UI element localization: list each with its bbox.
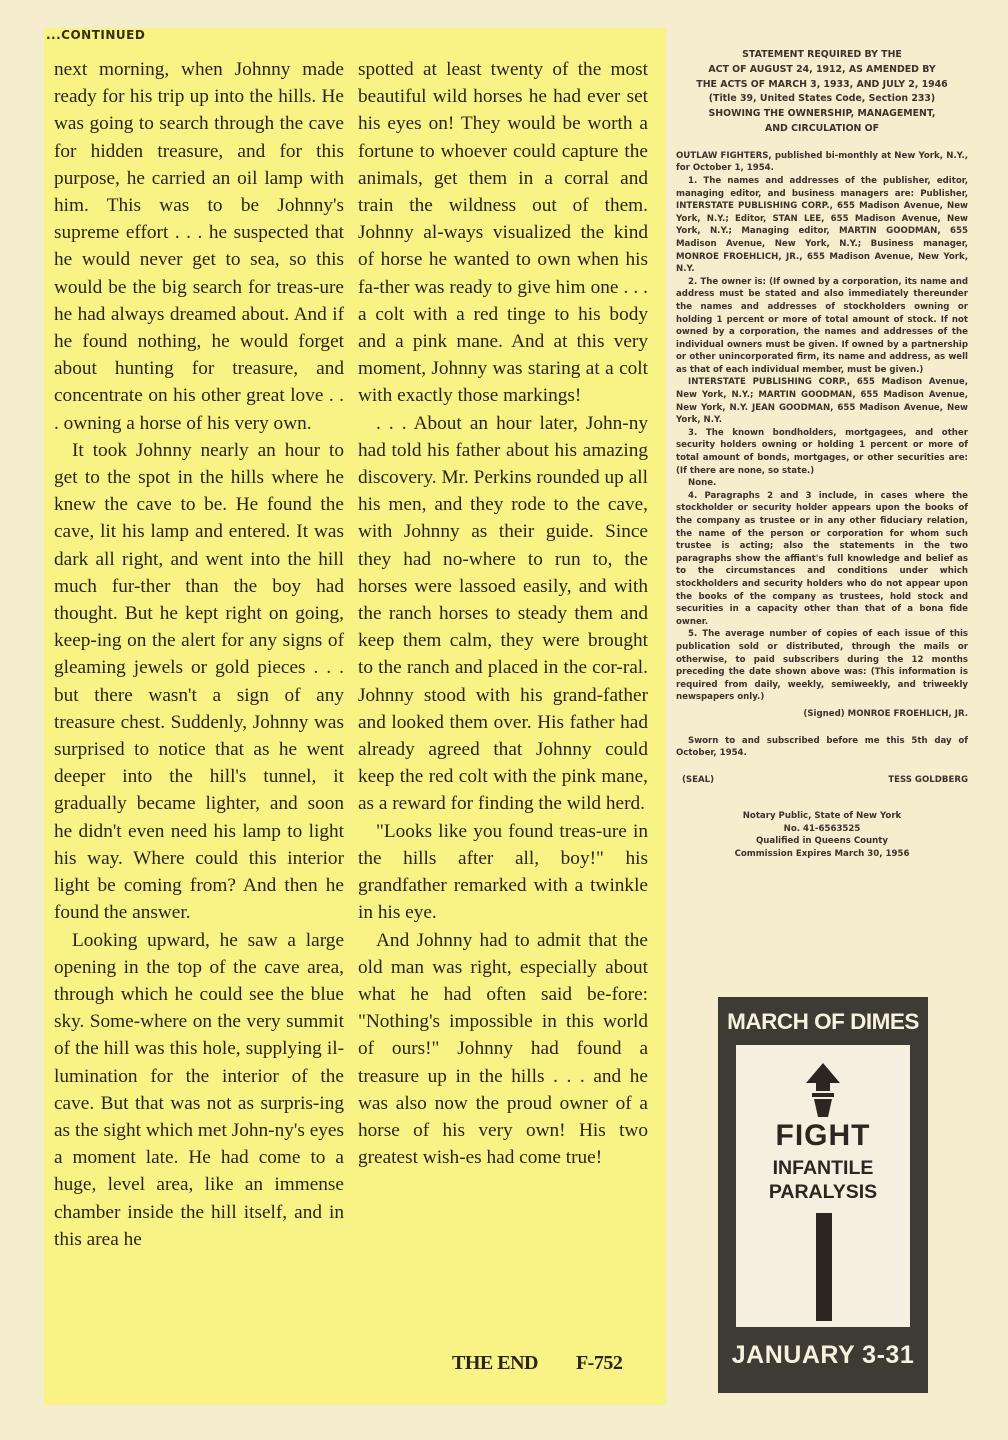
story-paragraph: Looking upward, he saw a large opening in the top of the cave area, through which he could see the blue sky. Some-where on the very summit of the hill was this hole, supplying il-lumination for the interior of the cave. But that was not as surpris-ing as the sight which met John-ny's eyes a moment late. He had come to a huge, level area, like an immense chamber inside the hill itself, and in this area he	[54, 929, 344, 1250]
notary-block	[676, 810, 968, 860]
statement-header-line: AND CIRCULATION OF	[764, 122, 880, 134]
story-column-2	[358, 56, 648, 1171]
ad-fight-text: FIGHT	[775, 1119, 871, 1152]
statement-header-line: ACT OF AUGUST 24, 1912, AS AMENDED BY	[708, 63, 936, 75]
end-line	[452, 1352, 622, 1375]
statement-header-line: STATEMENT REQUIRED BY THE	[742, 49, 902, 60]
story-paragraph: "Looks like you found treas-ure in the hills after all, boy!" his grandfather remarked with a twinkle in his eye.	[358, 820, 648, 924]
the-end-label: THE END	[452, 1352, 538, 1374]
ad-heading: MARCH OF DIMES	[727, 1009, 919, 1034]
statement-header-line: THE ACTS OF MARCH 3, 1933, AND JULY 2, 1946	[696, 78, 948, 90]
story-paragraph: spotted at least twenty of the most beautiful wild horses he had ever set his eyes on! They would be worth a fortune to whoever could capture the animals, get them in a corral and train the wildness out of them. Johnny al-ways visualized the kind of horse he wanted to own when his fa-ther was ready to give him one . . . a colt with a red tinge to his body and a pink mane. And at this very moment, Johnny was staring at a colt with exactly those markings!	[358, 59, 648, 407]
statement-owners: INTERSTATE PUBLISHING CORP., 655 Madison Avenue, New York, N.Y.; MARTIN GOODMAN, 655 Madison Avenue, New York, N.Y. JEAN GOODMAN, 655 Madison Avenue, New York, N.Y.	[676, 377, 968, 426]
torch-icon	[788, 1061, 858, 1124]
torch-handle	[816, 1213, 832, 1321]
story-paragraph: . . . About an hour later, John-ny had told his father about his amazing discovery. Mr. Perkins rounded up all his men, and they rode to the cave, with Johnny as their guide. Since they had no-where to run to, the horses were lassoed easily, and with the ranch horses to steady them and keep them calm, they were brought to the ranch and placed in the cor-ral. Johnny stood with his grand-father and looked them over. His father had already agreed that Johnny could keep the red colt with the pink mane, as a reward for finding the wild herd.	[358, 412, 648, 815]
seal-label: (SEAL)	[682, 774, 715, 785]
notary-line: Qualified in Queens County	[756, 836, 888, 847]
statement-paragraph-4: 4. Paragraphs 2 and 3 include, in cases where the stockholder or security holder appears upon the books of the company as trustee or in any other fiduciary relation, the name of the person or corporation for whom such trustee is acting; also the statements in the two paragraphs show the affiant's full knowledge and belief as to the circumstances and conditions under which stockholders and security holders who do not appear upon the books of the company as trustees, hold stock and securities in a capacity other than that of a bona fide owner.	[676, 490, 968, 627]
statement-header-line: (Title 39, United States Code, Section 233)	[708, 93, 936, 105]
sworn-line: Sworn to and subscribed before me this 5th day of October, 1954.	[676, 735, 968, 759]
statement-paragraph-1: 1. The names and addresses of the publisher, editor, managing editor, and business managers are: Publisher, INTERSTATE PUBLISHING CORP., 655 Madison Avenue, New York, N.Y.; Editor, STAN LEE, 655 Madison Avenue, New York, N.Y.; Managing editor, MARTIN GOODMAN, 655 Madison Avenue, New York, N.Y.; Business manager, MONROE FROEHLICH, JR., 655 Madison Avenue, New York, N.Y.	[676, 175, 968, 275]
ad-infantile-text: INFANTILE	[772, 1157, 874, 1179]
statement-header-line: SHOWING THE OWNERSHIP, MANAGEMENT,	[708, 108, 936, 120]
ad-paralysis-text: PARALYSIS	[768, 1181, 878, 1203]
story-paragraph: next morning, when Johnny made ready for his trip up into the hills. He was going to search through the cave for hidden treasure, and for this purpose, he carried an oil lamp with him. This was to be Johnny's supreme effort . . . he suspected that he would never get to sea, so this would be the big search for treas-ure he had always dreamed about. And if he found nothing, he would forget about hunting for treasure, and concentrate on his other great love . . . owning a horse of his very own.	[54, 59, 344, 434]
notary-line: No. 41-6563525	[783, 823, 861, 834]
seal-row	[676, 774, 968, 787]
signature-line: (Signed) MONROE FROEHLICH, JR.	[803, 708, 968, 719]
story-code: F-752	[575, 1352, 623, 1374]
march-of-dimes-ad	[718, 997, 928, 1393]
statement-paragraph-3: 3. The known bondholders, mortgagees, and other security holders owning or holding 1 percent or more of total amount of bonds, mortgages, or other securities are: (If there are none, so state.)	[676, 427, 968, 476]
continued-label: ...CONTINUED	[46, 28, 146, 42]
story-column-1	[54, 56, 344, 1253]
notary-name: TESS GOLDBERG	[888, 774, 968, 785]
ad-dates: JANUARY 3-31	[731, 1341, 915, 1369]
statement-paragraph-5: 5. The average number of copies of each issue of this publication sold or distributed, through the mails or otherwise, to paid subscribers during the 12 months preceding the date shown above was: (This information is required from daily, weekly, semiweekly, and triweekly newspapers only.)	[676, 629, 968, 703]
story-paragraph: It took Johnny nearly an hour to get to the spot in the hills where he knew the cave to be. He found the cave, lit his lamp and entered. It was dark all right, and went into the hill much fur-ther than the boy had thought. But he kept right on going, keep-ing on the alert for any signs of gleaming jewels or gold pieces . . . but there wasn't a sign of any treasure chest. Suddenly, Johnny was surprised to notice that as he went deeper into the hill's tunnel, it gradually became lighter, and soon he didn't even need his lamp to light his way. Where could this interior light be coming from? And then he found the answer.	[54, 439, 344, 924]
notary-line: Notary Public, State of New York	[742, 811, 902, 822]
ad-inner-panel	[736, 1045, 910, 1327]
statement-paragraph-2: 2. The owner is: (If owned by a corporation, its name and address must be stated and also immediately thereunder the names and addresses of stockholders owning or holding 1 percent or more of total amount of stock. If not owned by a corporation, the names and addresses of the individual owners must be given. If owned by a partnership or other unincorporated firm, its name and address, as well as that of each individual member, must be given.)	[676, 276, 968, 375]
statement-header	[676, 48, 968, 137]
statement-none: None.	[688, 478, 717, 489]
story-paragraph: And Johnny had to admit that the old man was right, especially about what he had often said be-fore: "Nothing's impossible in this world of ours!" Johnny had found a treasure up in the hills . . . and he was also now the proud owner of a horse of his very own! His two greatest wish-es had come true!	[358, 929, 648, 1169]
statement-intro: OUTLAW FIGHTERS, published bi-monthly at New York, N.Y., for October 1, 1954.	[676, 150, 968, 174]
ownership-statement	[676, 48, 968, 861]
notary-line: Commission Expires March 30, 1956	[734, 849, 910, 860]
